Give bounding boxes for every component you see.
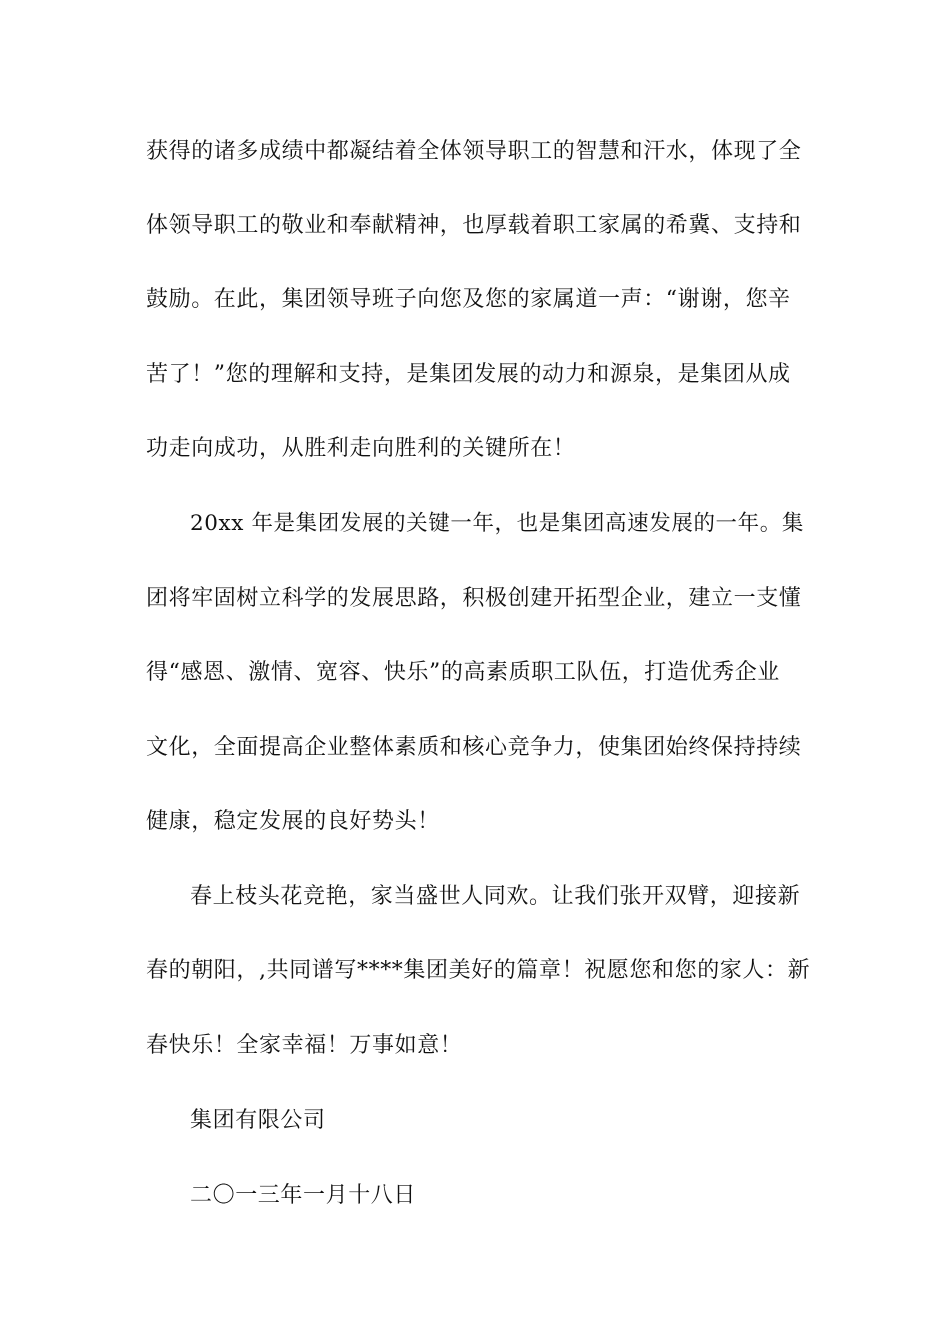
- paragraph-1-line-1: 获得的诸多成绩中都凝结着全体领导职工的智慧和汗水，体现了全: [146, 139, 802, 164]
- paragraph-3-line-3: 春快乐！全家幸福！万事如意！: [146, 1033, 463, 1058]
- signature-date: 二〇一三年一月十八日: [190, 1183, 417, 1208]
- paragraph-1-line-2: 体领导职工的敬业和奉献精神，也厚载着职工家属的希冀、支持和: [146, 213, 802, 238]
- paragraph-2-line-5: 健康，稳定发展的良好势头！: [146, 809, 440, 834]
- paragraph-1-line-5: 功走向成功，从胜利走向胜利的关键所在！: [146, 436, 576, 461]
- paragraph-3-line-1: 春上枝头花竞艳，家当盛世人同欢。让我们张开双臂，迎接新: [190, 884, 801, 909]
- signature-company: 集团有限公司: [190, 1108, 326, 1133]
- paragraph-1-line-4: 苦了！”您的理解和支持，是集团发展的动力和源泉，是集团从成: [146, 362, 791, 387]
- paragraph-3-line-2: 春的朝阳，,共同谱写****集团美好的篇章！祝愿您和您的家人：新: [146, 958, 811, 983]
- paragraph-2-line-4: 文化，全面提高企业整体素质和核心竞争力，使集团始终保持持续: [146, 735, 802, 760]
- paragraph-2-line-3: 得“感恩、激情、宽容、快乐”的高素质职工队伍，打造优秀企业: [146, 660, 780, 685]
- paragraph-2-line-1: 20xx 年是集团发展的关键一年，也是集团高速发展的一年。集: [190, 511, 804, 536]
- paragraph-2-line-2: 团将牢固树立科学的发展思路，积极创建开拓型企业，建立一支懂: [146, 586, 802, 611]
- paragraph-1-line-3: 鼓励。在此，集团领导班子向您及您的家属道一声：“谢谢，您辛: [146, 287, 791, 312]
